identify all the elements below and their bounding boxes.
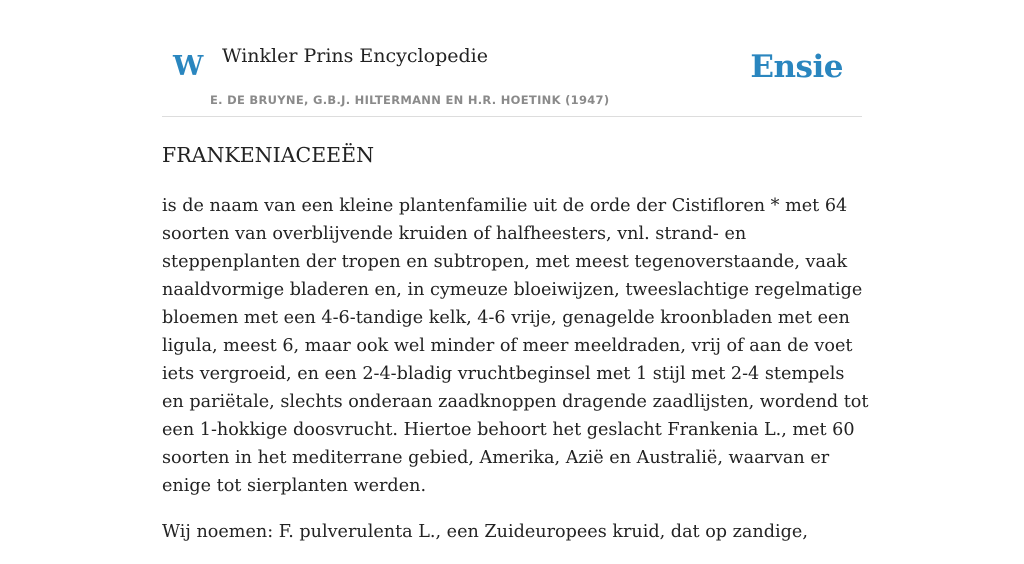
winkler-prins-logo[interactable]: W <box>173 51 204 82</box>
entry-body <box>162 192 870 564</box>
entry-paragraph: is de naam van een kleine plantenfamilie uit de orde der Cistifloren * met 64 soorten van overblijvende kruiden of halfheesters, vnl. strand- en steppenplanten der tropen en subtropen, met meest tegenoverstaande, vaak naaldvormige bladeren en, in cymeuze bloeiwijzen, tweeslachtige regelmatige bloemen met een 4-6-tandige kelk, 4-6 vrije, genagelde kroonbladen met een ligula, meest 6, maar ook wel minder of meer meeldraden, vrij of aan de voet iets vergroeid, en een 2-4-bladig vruchtbeginsel met 1 stijl met 2-4 stempels en pariëtale, slechts onderaan zaadknoppen dragende zaadlijsten, wordend tot een 1-hokkige doosvrucht. Hiertoe behoort het geslacht Frankenia L., met 60 soorten in het mediterrane gebied, Amerika, Azië en Australië, waarvan er enige tot sierplanten werden. <box>162 196 869 496</box>
entry-title: FRANKENIACEEËN <box>162 143 375 167</box>
book-authors: E. DE BRUYNE, G.B.J. HILTERMANN EN H.R. HOETINK (1947) <box>210 93 610 107</box>
site-header <box>162 34 862 117</box>
book-title[interactable]: Winkler Prins Encyclopedie <box>222 45 488 67</box>
ensie-logo[interactable]: Ensie <box>750 49 843 85</box>
entry-paragraph: Wij noemen: F. pulverulenta L., een Zuideuropees kruid, dat op zandige, <box>162 522 808 542</box>
